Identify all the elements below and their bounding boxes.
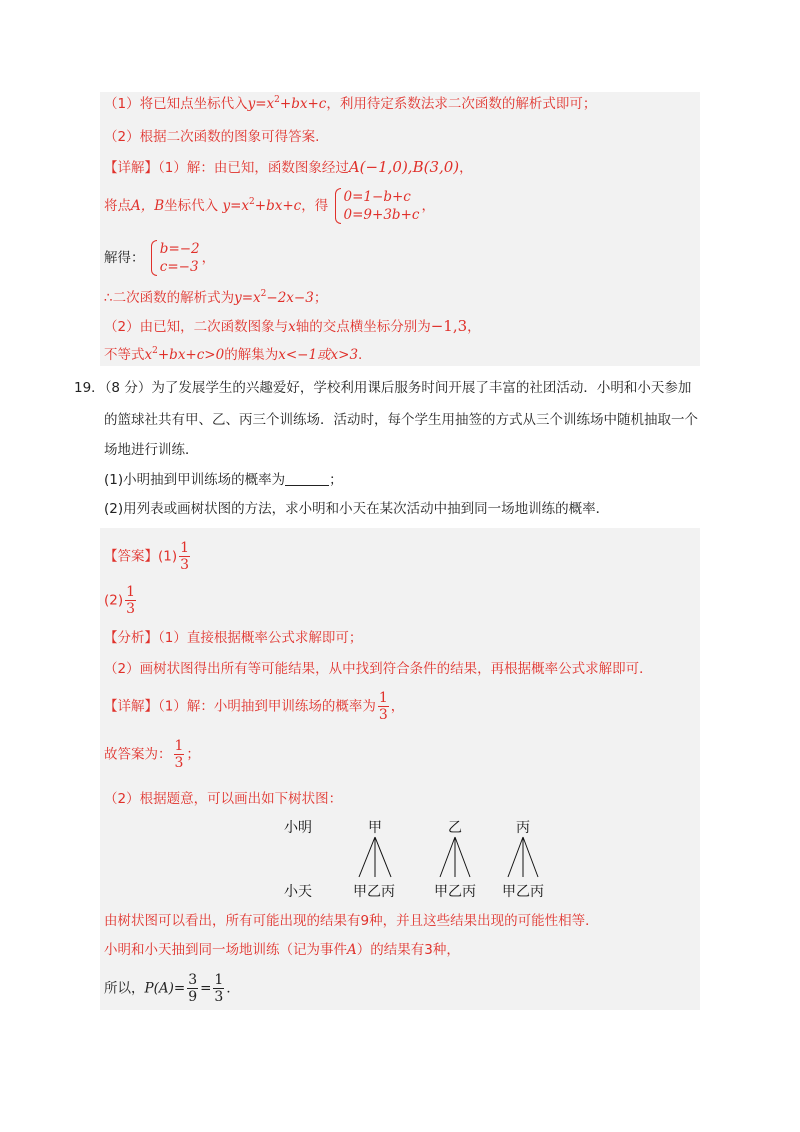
question-19-sub2: (2)用列表或画树状图的方法，求小明和小天在某次活动中抽到同一场地训练的概率．	[104, 501, 610, 517]
tree-label-xiaotian: 小天	[284, 884, 312, 900]
tree-label-xiaoming: 小明	[284, 820, 312, 836]
detail-3: （2）根据题意，可以画出如下树状图：	[104, 791, 343, 807]
prev-inequality: 不等式$x^2+bx+c>0$的解集为x<−1或x>3.	[104, 346, 363, 363]
prev-step2: （2）根据二次函数的图象可得答案.	[104, 129, 320, 145]
prev-part2: （2）由已知，二次函数图象与x轴的交点横坐标分别为−1,3，	[104, 317, 481, 335]
tree-node-top: 乙	[448, 820, 462, 836]
prev-result: ∴二次函数的解析式为$y=x^2-2x-3$；	[104, 289, 328, 306]
fraction: $\frac{3}{9}$	[188, 972, 198, 1005]
solution-system: b=−2 c=−3	[151, 240, 200, 276]
equation-system: 0=1−b+c 0=9+3b+c	[335, 188, 420, 224]
conclusion-3: 所以，P(A)= $\frac{3}{9}$ = $\frac{1}{3}$ ．	[104, 972, 240, 1005]
question-19-line2: 的篮球社共有甲、乙、丙三个训练场．活动时，每个学生用抽签的方式从三个训练场中随机抽取一个	[104, 412, 698, 428]
prev-step1: （1）将已知点坐标代入$y=x^2+bx+c$，利用待定系数法求二次函数的解析式即可；	[104, 95, 597, 112]
question-19-line3: 场地进行训练．	[104, 442, 199, 458]
prev-detail1: 【详解】（1）解：由已知，函数图象经过A(−1,0),B(3,0)，	[104, 158, 473, 176]
answer-part2: (2) $\frac{1}{3}$	[104, 584, 136, 617]
answer-blank	[285, 471, 329, 486]
fraction: $\frac{1}{3}$	[180, 540, 190, 573]
tree-diagram	[281, 815, 549, 900]
fraction: $\frac{1}{3}$	[378, 690, 388, 723]
tree-leaf-group: 甲乙丙	[434, 884, 476, 900]
conclusion-2: 小明和小天抽到同一场地训练（记为事件A）的结果有3种，	[104, 942, 460, 958]
fraction: $\frac{1}{3}$	[214, 972, 224, 1005]
answer-part1: 【答案】(1) $\frac{1}{3}$	[104, 540, 190, 573]
tree-node-top: 丙	[516, 820, 530, 836]
fraction: $\frac{1}{3}$	[174, 738, 184, 771]
detail-1: 【详解】（1）解：小明抽到甲训练场的概率为 $\frac{1}{3}$ ，	[104, 690, 405, 723]
question-19-line1: 19．（8 分）为了发展学生的兴趣爱好，学校利用课后服务时间开展了丰富的社团活动．小明和小天参加	[74, 380, 692, 396]
tree-node-top: 甲	[368, 820, 382, 836]
analysis-2: （2）画树状图得出所有等可能结果，从中找到符合条件的结果，再根据概率公式求解即可．	[104, 661, 653, 677]
analysis-1: 【分析】（1）直接根据概率公式求解即可；	[104, 630, 363, 646]
conclusion-1: 由树状图可以看出，所有可能出现的结果有9种，并且这些结果出现的可能性相等．	[104, 913, 599, 929]
tree-leaf-group: 甲乙丙	[502, 884, 544, 900]
prev-substitute: 将点A，B坐标代入 $y=x^2+bx+c$，得 0=1−b+c 0=9+3b+c ，	[104, 189, 435, 223]
tree-leaf-group: 甲乙丙	[353, 884, 395, 900]
question-19-sub1: (1)小明抽到甲训练场的概率为 ；	[104, 472, 343, 488]
detail-2: 故答案为： $\frac{1}{3}$ ；	[104, 738, 200, 771]
prev-solve: 解得： b=−2 c=−3 ，	[104, 241, 216, 275]
fraction: $\frac{1}{3}$	[126, 584, 136, 617]
